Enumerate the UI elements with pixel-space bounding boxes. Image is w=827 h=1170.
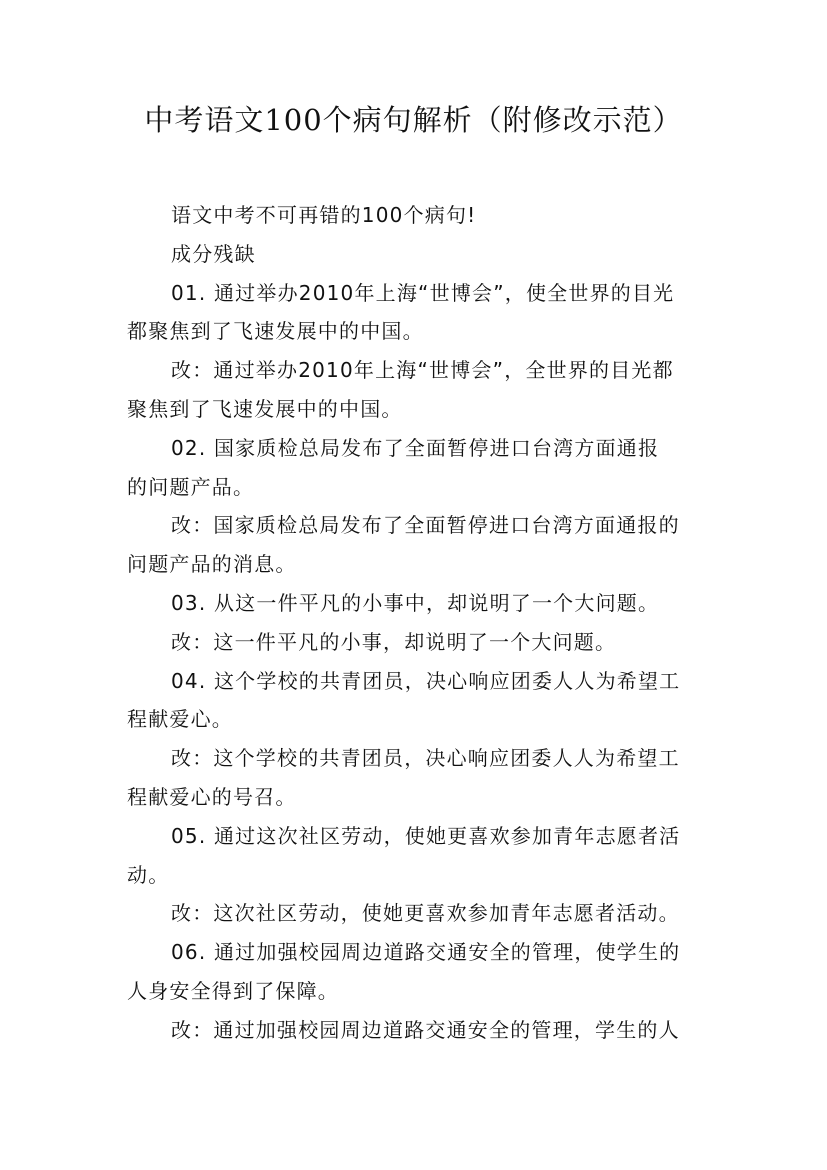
body-line: 03. 从这一件平凡的小事中，却说明了一个大问题。 <box>171 590 660 615</box>
document-title: 中考语文100个病句解析（附修改示范） <box>144 103 683 137</box>
body-line: 都聚焦到了飞速发展中的中国。 <box>127 319 424 344</box>
body-line: 04. 这个学校的共青团员，决心响应团委人人为希望工 <box>171 668 681 693</box>
body-line: 人身安全得到了保障。 <box>127 978 339 1003</box>
body-line: 语文中考不可再错的100个病句! <box>171 203 477 227</box>
body-line: 程献爱心。 <box>127 707 233 732</box>
body-line: 改：这一件平凡的小事，却说明了一个大问题。 <box>171 629 617 654</box>
body-line: 改：通过加强校园周边道路交通安全的管理，学生的人 <box>171 1017 680 1042</box>
body-line: 05. 通过这次社区劳动，使她更喜欢参加青年志愿者活 <box>171 823 681 848</box>
document-body <box>127 196 705 1050</box>
body-line: 问题产品的消息。 <box>127 552 297 577</box>
body-line: 动。 <box>127 862 170 887</box>
section-heading: 成分残缺 <box>171 241 256 266</box>
body-line: 改：国家质检总局发布了全面暂停进口台湾方面通报的 <box>171 513 680 538</box>
body-line: 聚焦到了飞速发展中的中国。 <box>127 396 403 421</box>
body-line: 06. 通过加强校园周边道路交通安全的管理，使学生的 <box>171 940 681 965</box>
body-line: 程献爱心的号召。 <box>127 784 297 809</box>
body-line: 02. 国家质检总局发布了全面暂停进口台湾方面通报 <box>171 435 660 460</box>
body-line: 改：这次社区劳动，使她更喜欢参加青年志愿者活动。 <box>171 901 680 926</box>
body-line: 01. 通过举办2010年上海“世博会”，使全世界的目光 <box>171 280 675 305</box>
body-line: 的问题产品。 <box>127 474 255 499</box>
body-line: 改：通过举办2010年上海“世博会”，全世界的目光都 <box>171 358 674 383</box>
body-line: 改：这个学校的共青团员，决心响应团委人人为希望工 <box>171 746 680 771</box>
